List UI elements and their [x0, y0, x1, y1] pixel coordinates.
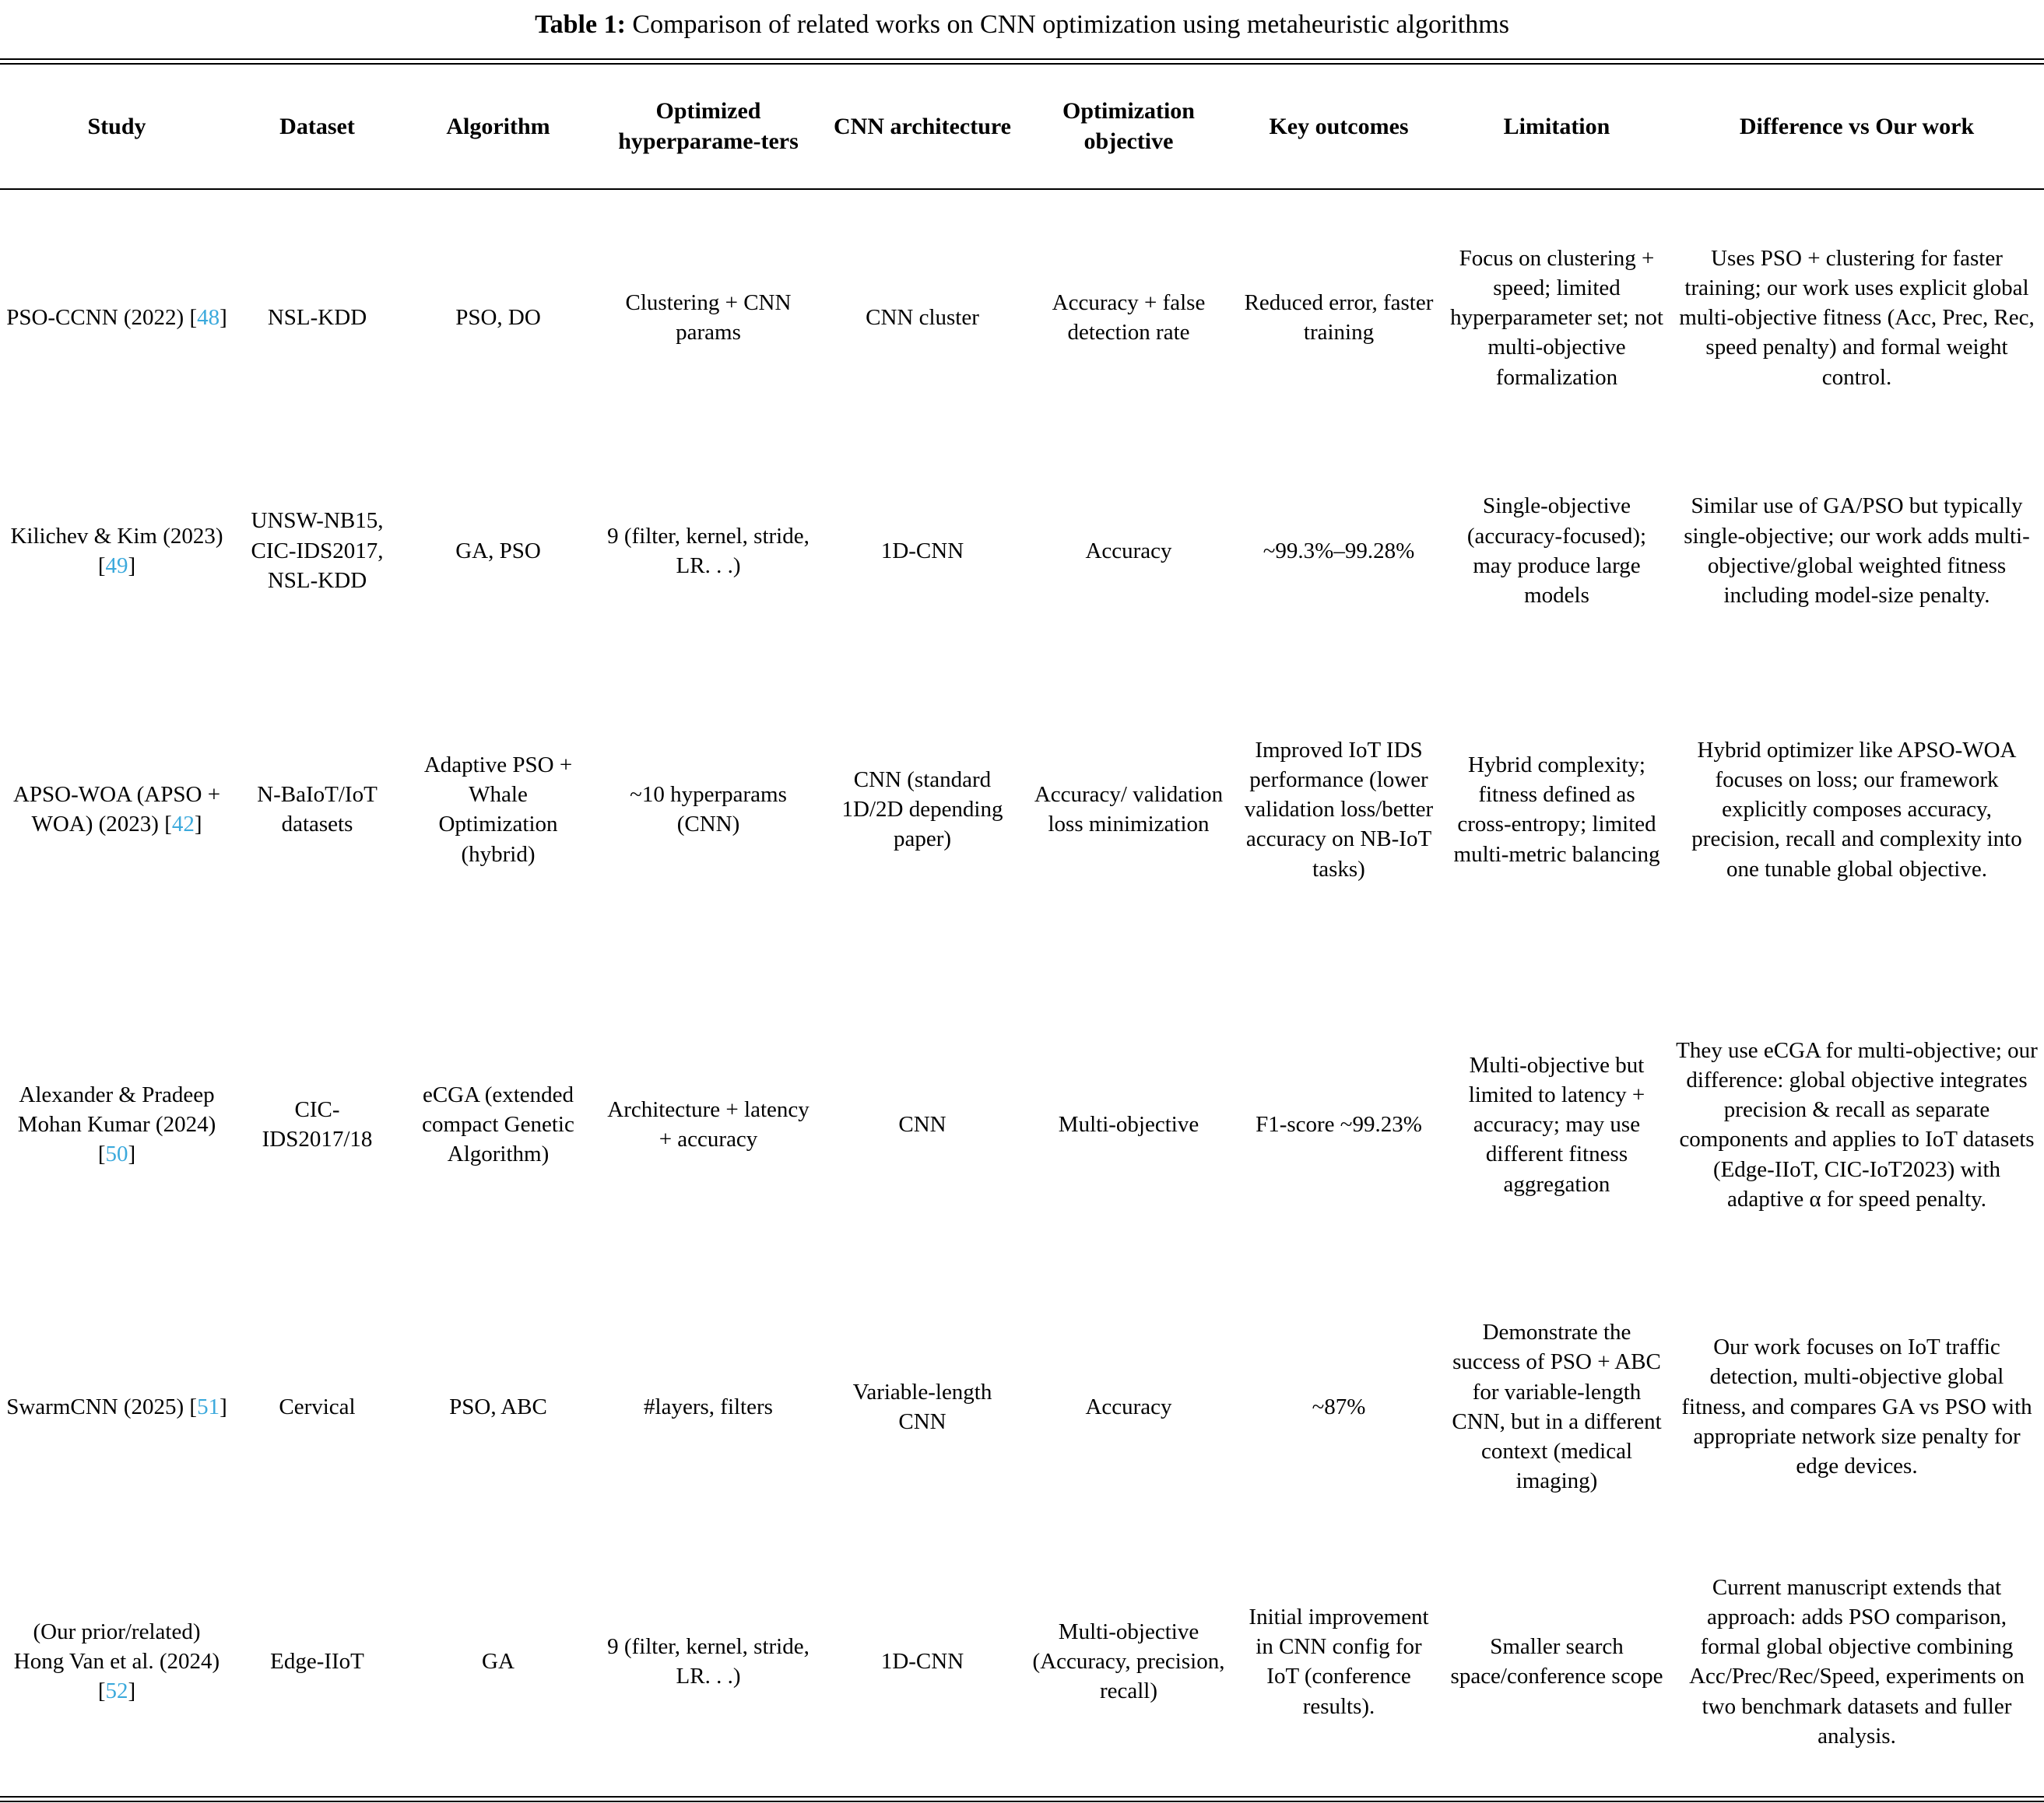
citation-bracket-close: ]	[128, 1678, 136, 1704]
cell-limitation: Focus on clustering + speed; limited hyperparameter set; not multi-objective formalization	[1450, 245, 1663, 390]
col-header-limitation: Limitation	[1444, 65, 1670, 189]
citation-bracket-open: [	[184, 1394, 198, 1419]
cell-algorithm: PSO, DO	[455, 305, 541, 331]
cell-outcomes: F1-score ~99.23%	[1256, 1112, 1422, 1138]
cell-limitation: Single-objective (accuracy-focused); may produce large models	[1466, 493, 1647, 609]
cell-outcomes: ~99.3%–99.28%	[1263, 538, 1415, 563]
cell-hyperparams: Clustering + CNN params	[625, 290, 792, 346]
cell-algorithm: eCGA (extended compact Genetic Algorithm)	[422, 1082, 574, 1167]
study-text: PSO-CCNN (2022)	[6, 305, 184, 331]
cell-architecture: Variable-length CNN	[852, 1379, 992, 1434]
cell-limitation: Multi-objective but limited to latency + accuracy; may use different fitness aggregation	[1468, 1052, 1645, 1197]
comparison-table	[0, 65, 2044, 1796]
cell-dataset: UNSW-NB15, CIC-IDS2017, NSL-KDD	[251, 508, 384, 593]
table-row	[0, 656, 2044, 963]
cell-difference: Uses PSO + clustering for faster training; our work uses explicit global multi-objective fitness (Acc, Prec, Rec, speed penalty) and formal weight control.	[1679, 245, 2035, 390]
cell-study	[0, 189, 234, 446]
cell-hyperparams: 9 (filter, kernel, stride, LR. . .)	[607, 523, 810, 578]
cell-difference: Current manuscript extends that approach: adds PSO comparison, formal global objective combining Acc/Prec/Rec/Speed, experiments on two benchmark datasets and fuller analysis.	[1689, 1574, 2025, 1749]
cell-limitation: Smaller search space/conference scope	[1450, 1634, 1663, 1689]
cell-architecture: CNN	[898, 1112, 946, 1138]
col-header-difference: Difference vs Our work	[1670, 65, 2044, 189]
study-text: Alexander & Pradeep Mohan Kumar (2024)	[17, 1082, 216, 1138]
cell-hyperparams: 9 (filter, kernel, stride, LR. . .)	[607, 1634, 810, 1689]
cell-dataset: CIC-IDS2017/18	[262, 1097, 373, 1152]
table-row	[0, 1286, 2044, 1528]
citation-bracket-open: [	[158, 812, 172, 837]
cell-dataset: NSL-KDD	[267, 305, 367, 331]
cell-study	[0, 963, 234, 1286]
cell-difference: Similar use of GA/PSO but typically single-objective; our work adds multi-objective/global weighted fitness including model-size penalty.	[1684, 493, 2030, 609]
table-bottom-rule	[0, 1796, 2044, 1802]
cell-algorithm: GA	[482, 1649, 515, 1675]
cell-hyperparams: #layers, filters	[644, 1394, 773, 1419]
header-row	[0, 65, 2044, 189]
citation-link[interactable]: 52	[105, 1678, 128, 1704]
col-header-outcomes: Key outcomes	[1234, 65, 1444, 189]
table-caption-label: Table 1:	[535, 10, 626, 39]
col-header-objective: Optimization objective	[1024, 65, 1234, 189]
cell-limitation: Hybrid complexity; fitness defined as cross-entropy; limited multi-metric balancing	[1453, 752, 1660, 867]
cell-algorithm: Adaptive PSO + Whale Optimization (hybrid)	[423, 752, 573, 867]
cell-difference: They use eCGA for multi-objective; our difference: global objective integrates precision & recall as separate components and applies to IoT datasets (Edge-IIoT, CIC-IoT2023) with adaptive α for speed penalty.	[1676, 1037, 2038, 1212]
table-row	[0, 189, 2044, 446]
study-text: (Our prior/related) Hong Van et al. (2024)	[13, 1619, 220, 1675]
cell-outcomes: Reduced error, faster training	[1244, 290, 1434, 346]
cell-outcomes: Initial improvement in CNN config for IoT (conference results).	[1249, 1604, 1429, 1719]
citation-bracket-open: [	[97, 1142, 106, 1167]
col-header-architecture: CNN architecture	[821, 65, 1024, 189]
table-row	[0, 963, 2044, 1286]
cell-objective: Multi-objective	[1058, 1112, 1199, 1138]
cell-architecture: 1D-CNN	[880, 538, 964, 563]
col-header-hyperparams: Optimized hyperparame-ters	[595, 65, 821, 189]
citation-bracket-close: ]	[128, 552, 136, 578]
cell-algorithm: PSO, ABC	[449, 1394, 547, 1419]
cell-objective: Multi-objective (Accuracy, precision, recall)	[1032, 1619, 1225, 1704]
cell-limitation: Demonstrate the success of PSO + ABC for variable-length CNN, but in a different context (medical imaging)	[1452, 1320, 1662, 1494]
cell-architecture: CNN cluster	[866, 305, 979, 331]
cell-dataset: Cervical	[279, 1394, 356, 1419]
cell-hyperparams: ~10 hyperparams (CNN)	[630, 782, 787, 837]
table-caption	[0, 9, 2044, 41]
citation-link[interactable]: 42	[171, 812, 195, 837]
cell-objective: Accuracy/ validation loss minimization	[1034, 782, 1224, 837]
citation-link[interactable]: 50	[105, 1142, 128, 1167]
study-text: Kilichev & Kim (2023)	[10, 523, 223, 549]
cell-study	[0, 1286, 234, 1528]
cell-study	[0, 1528, 234, 1796]
study-text: APSO-WOA (APSO + WOA) (2023)	[12, 782, 221, 837]
citation-link[interactable]: 49	[105, 552, 128, 578]
citation-link[interactable]: 51	[197, 1394, 220, 1419]
cell-objective: Accuracy	[1085, 538, 1172, 563]
cell-dataset: N-BaIoT/IoT datasets	[257, 782, 378, 837]
cell-study	[0, 656, 234, 963]
citation-bracket-open: [	[97, 552, 106, 578]
cell-objective: Accuracy + false detection rate	[1052, 290, 1206, 346]
cell-architecture: CNN (standard 1D/2D depending paper)	[841, 766, 1003, 852]
cell-study	[0, 446, 234, 656]
cell-algorithm: GA, PSO	[455, 538, 541, 563]
citation-bracket-close: ]	[128, 1142, 136, 1167]
citation-bracket-open: [	[184, 305, 198, 331]
table-row	[0, 1528, 2044, 1796]
citation-bracket-close: ]	[220, 1394, 227, 1419]
citation-bracket-close: ]	[194, 812, 202, 837]
table-caption-text: Comparison of related works on CNN optimization using metaheuristic algorithms	[625, 10, 1509, 39]
col-header-algorithm: Algorithm	[401, 65, 595, 189]
table-top-rule	[0, 58, 2044, 65]
citation-bracket-open: [	[97, 1678, 106, 1704]
citation-link[interactable]: 48	[197, 305, 220, 331]
cell-outcomes: Improved IoT IDS performance (lower validation loss/better accuracy on NB-IoT tasks)	[1244, 737, 1434, 882]
col-header-dataset: Dataset	[234, 65, 401, 189]
cell-objective: Accuracy	[1085, 1394, 1172, 1419]
cell-architecture: 1D-CNN	[880, 1649, 964, 1675]
cell-dataset: Edge-IIoT	[270, 1649, 364, 1675]
col-header-study: Study	[0, 65, 234, 189]
cell-outcomes: ~87%	[1312, 1394, 1366, 1419]
cell-difference: Hybrid optimizer like APSO-WOA focuses on loss; our framework explicitly composes accuracy, precision, recall and complexity into one tunable global objective.	[1691, 737, 2022, 882]
citation-bracket-close: ]	[220, 305, 227, 331]
cell-hyperparams: Architecture + latency + accuracy	[607, 1097, 810, 1152]
cell-difference: Our work focuses on IoT traffic detection, multi-objective global fitness, and compares GA vs PSO with appropriate network size penalty for edge devices.	[1681, 1335, 2032, 1479]
table-row	[0, 446, 2044, 656]
study-text: SwarmCNN (2025)	[6, 1394, 184, 1419]
